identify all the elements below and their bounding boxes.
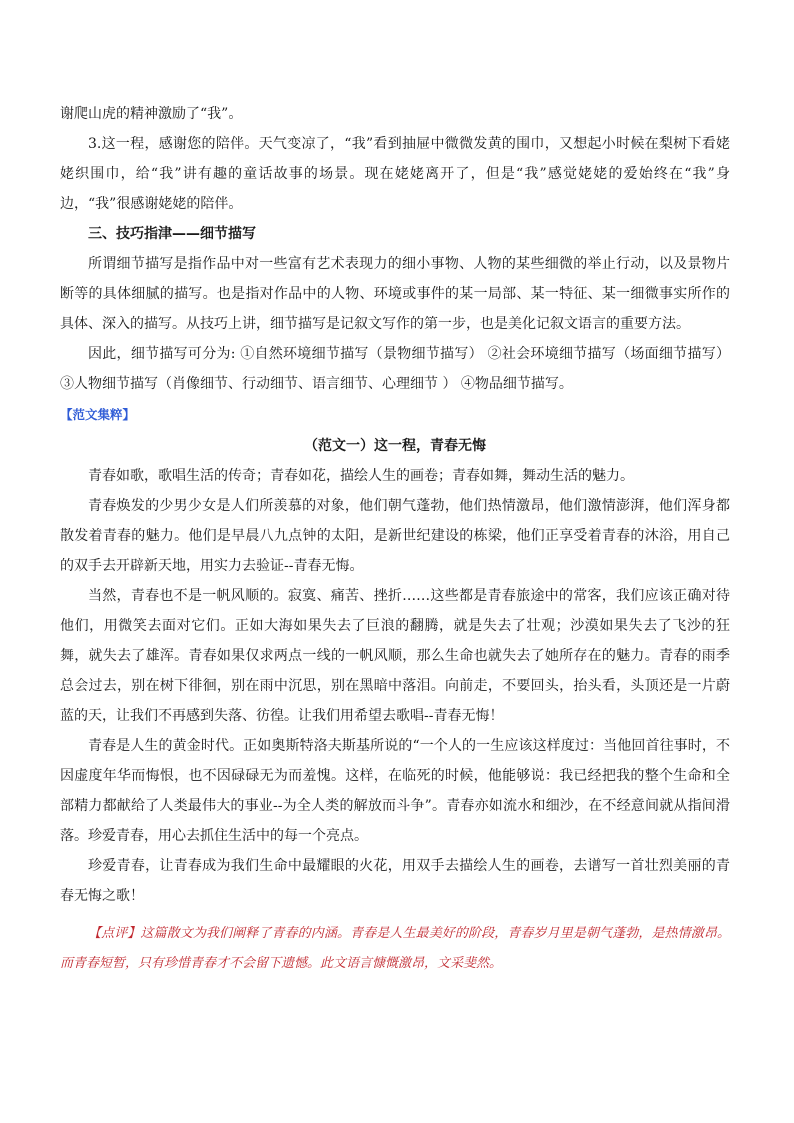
review-comment: 【点评】这篇散文为我们阐释了青春的内涵。青春是人生最美好的阶段，青春岁月里是朝气蓬勃，是热情激昂。而青春短暂，只有珍惜青春才不会留下遗憾。此文语言慷慨激昂，文采斐然。 bbox=[60, 926, 730, 971]
list-item-3: 3.这一程，感谢您的陪伴。天气变凉了，“我”看到抽屉中微微发黄的围巾，又想起小时候在梨树下看姥姥织围巾，给“我”讲有趣的童话故事的场景。现在姥姥离开了，但是“我”感觉姥姥的爱始终在“我”身边，“我”很感谢姥姥的陪伴。 bbox=[60, 136, 730, 212]
essay-paragraph: 青春如歌，歌唱生活的传奇；青春如花，描绘人生的画卷；青春如舞，舞动生活的魅力。 bbox=[88, 468, 634, 484]
essay-paragraph: 珍爱青春，让青春成为我们生命中最耀眼的火花，用双手去描绘人生的画卷，去谱写一首壮烈美丽的青春无悔之歌！ bbox=[60, 858, 730, 904]
continued-line: 谢爬山虎的精神激励了“我”。 bbox=[60, 106, 243, 122]
essay-paragraph: 青春是人生的黄金时代。正如奥斯特洛夫斯基所说的“一个人的一生应该这样度过：当他回首往事时，不因虚度年华而悔恨，也不因碌碌无为而羞愧。这样，在临死的时候，他能够说：我已经把我的整个生命和全部精力都献给了人类最伟大的事业--为全人类的解放而斗争”。青春亦如流水和细沙，在不经意间就从指间滑落。珍爱青春，用心去抓住生活中的每一个亮点。 bbox=[60, 738, 730, 844]
essay-title: （范文一）这一程，青春无悔 bbox=[304, 438, 486, 454]
document-body bbox=[60, 99, 730, 979]
definition-paragraph: 所谓细节描写是指作品中对一些富有艺术表现力的细小事物、人物的某些细微的举止行动，以及景物片断等的具体细腻的描写。也是指对作品中的人物、环境或事件的某一局部、某一特征、某一细微事实所作的具体、深入的描写。从技巧上讲，细节描写是记叙文写作的第一步，也是美化记叙文语言的重要方法。 bbox=[60, 256, 730, 332]
essay-paragraph: 当然，青春也不是一帆风顺的。寂寞、痛苦、挫折……这些都是青春旅途中的常客，我们应该正确对待他们，用微笑去面对它们。正如大海如果失去了巨浪的翻腾，就是失去了壮观；沙漠如果失去了飞沙的狂舞，就失去了雄浑。青春如果仅求两点一线的一帆风顺，那么生命也就失去了她所存在的魅力。青春的雨季总会过去，别在树下徘徊，别在雨中沉思，别在黑暗中落泪。向前走，不要回头，抬头看，头顶还是一片蔚蓝的天，让我们不再感到失落、彷徨。让我们用希望去歌唱--青春无悔！ bbox=[60, 588, 730, 724]
categories-paragraph: 因此，细节描写可分为: ①自然环境细节描写（景物细节描写） ②社会环境细节描写（场面细节描写）③人物细节描写（肖像细节、行动细节、语言细节、心理细节 ） ④物品细节描写。 bbox=[60, 346, 730, 392]
sample-collection-label: 【范文集粹】 bbox=[60, 407, 136, 422]
essay-paragraph: 青春焕发的少男少女是人们所羡慕的对象，他们朝气蓬勃，他们热情激昂，他们激情澎湃，他们浑身都散发着青春的魅力。他们是早晨八九点钟的太阳，是新世纪建设的栋梁，他们正享受着青春的沐浴，用自己的双手去开辟新天地，用实力去验证--青春无悔。 bbox=[60, 498, 730, 574]
section-heading-techniques: 三、技巧指津——细节描写 bbox=[88, 226, 256, 242]
